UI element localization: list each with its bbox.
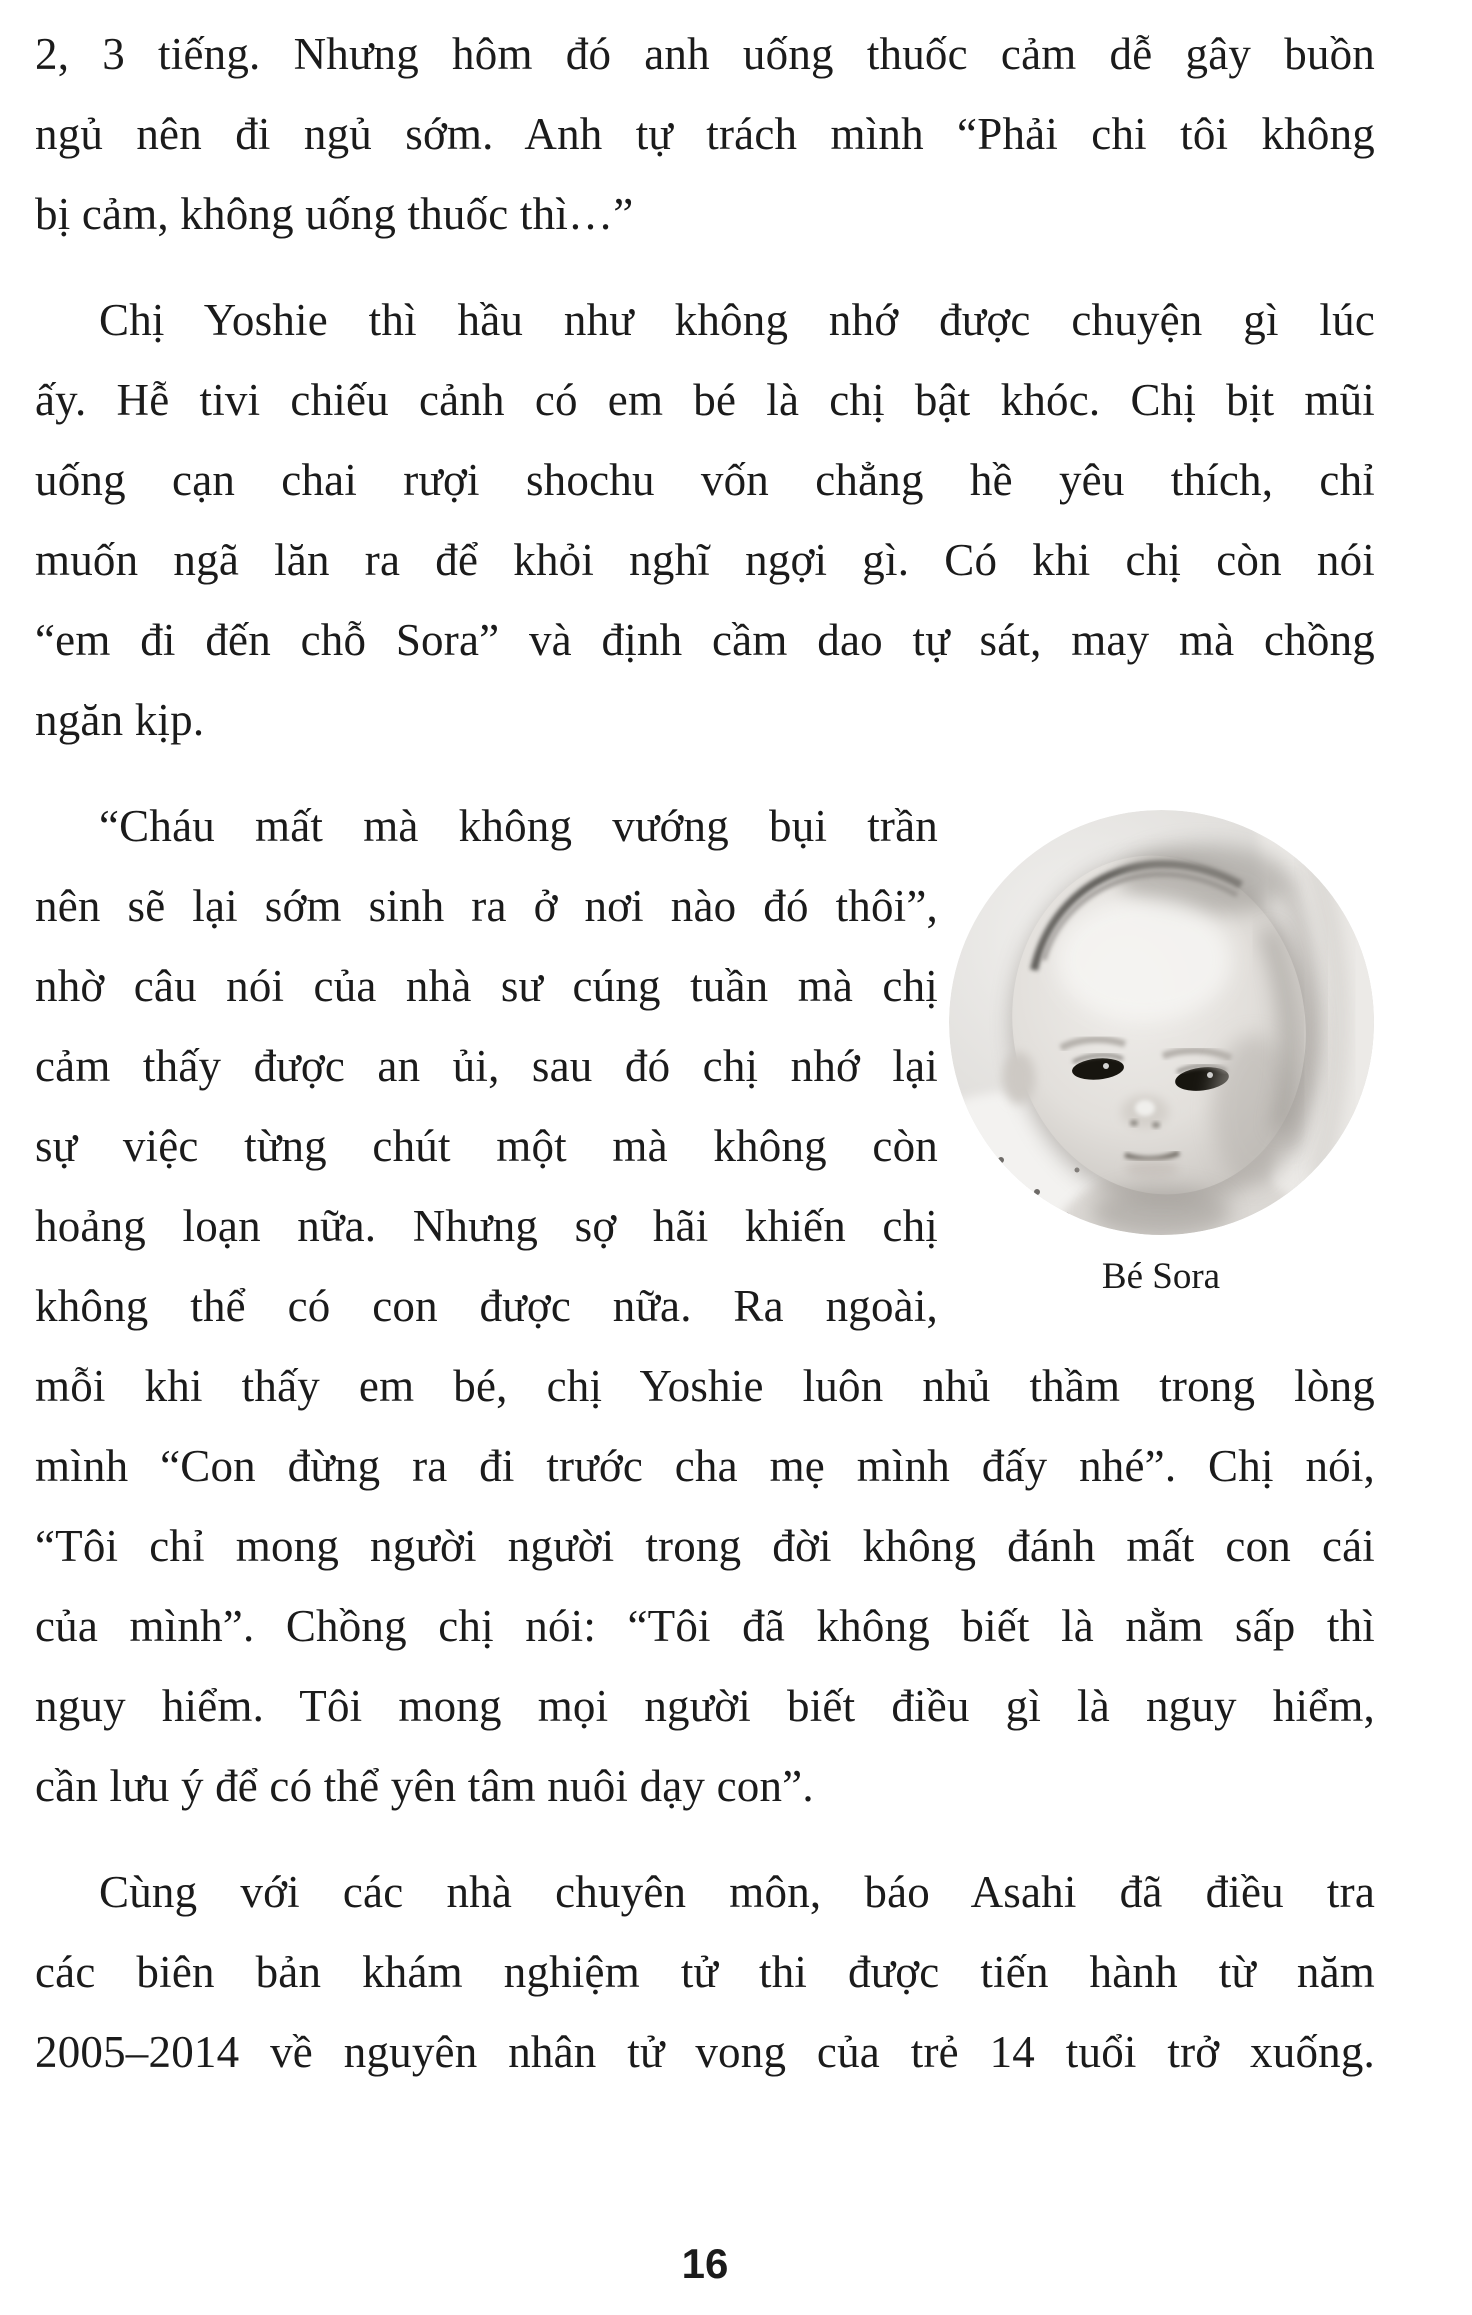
text-line: ấy. Hễ tivi chiếu cảnh có em bé là chị bật khóc. Chị bịt mũi	[35, 375, 1375, 425]
text-line: Cùng với các nhà chuyên môn, báo Asahi đã điều tra	[99, 1867, 1375, 1917]
text-line: ngăn kịp.	[35, 695, 205, 745]
text-line: “Tôi chỉ mong người người trong đời không đánh mất con cái	[35, 1521, 1375, 1571]
text-line: mình “Con đừng ra đi trước cha mẹ mình đấy nhé”. Chị nói,	[35, 1441, 1375, 1491]
text-line: hoảng loạn nữa. Nhưng sợ hãi khiến chị	[35, 1201, 938, 1251]
text-line: cần lưu ý để có thể yên tâm nuôi dạy con”.	[35, 1761, 814, 1811]
text-line: nguy hiểm. Tôi mong mọi người biết điều gì là nguy hiểm,	[35, 1681, 1375, 1731]
text-line: sự việc từng chút một mà không còn	[35, 1121, 938, 1171]
text-line: nên sẽ lại sớm sinh ra ở nơi nào đó thôi”,	[35, 881, 938, 931]
text-line: không thể có con được nữa. Ra ngoài,	[35, 1281, 938, 1331]
page-number: 16	[681, 2240, 729, 2287]
text-line: bị cảm, không uống thuốc thì…”	[35, 189, 634, 239]
photo-figure	[947, 810, 1375, 1298]
paragraph	[35, 1852, 1375, 2092]
text-line: “em đi đến chỗ Sora” và định cầm dao tự sát, may mà chồng	[35, 615, 1375, 665]
text-line: muốn ngã lăn ra để khỏi nghĩ ngợi gì. Có khi chị còn nói	[35, 535, 1375, 585]
text-line: ngủ nên đi ngủ sớm. Anh tự trách mình “Phải chi tôi không	[35, 109, 1375, 159]
baby-sora-photo	[949, 810, 1374, 1235]
text-column	[35, 14, 1375, 2118]
paragraph	[35, 280, 1375, 760]
paragraph-with-photo	[35, 786, 1375, 1826]
paragraph	[35, 14, 1375, 254]
text-line: mỗi khi thấy em bé, chị Yoshie luôn nhủ thầm trong lòng	[35, 1361, 1375, 1411]
text-line: 2005–2014 về nguyên nhân tử vong của trẻ 14 tuổi trở xuống.	[35, 2027, 1375, 2077]
text-line: cảm thấy được an ủi, sau đó chị nhớ lại	[35, 1041, 938, 1091]
text-line: “Cháu mất mà không vướng bụi trần	[99, 801, 938, 851]
text-line: 2, 3 tiếng. Nhưng hôm đó anh uống thuốc cảm dễ gây buồn	[35, 29, 1375, 79]
text-line: các biên bản khám nghiệm tử thi được tiến hành từ năm	[35, 1947, 1375, 1997]
text-line: uống cạn chai rượi shochu vốn chẳng hề yêu thích, chỉ	[35, 455, 1375, 505]
photo-caption: Bé Sora	[1101, 1256, 1221, 1297]
text-line: Chị Yoshie thì hầu như không nhớ được chuyện gì lúc	[99, 295, 1375, 345]
text-line: của mình”. Chồng chị nói: “Tôi đã không biết là nằm sấp thì	[35, 1601, 1375, 1651]
text-line: nhờ câu nói của nhà sư cúng tuần mà chị	[35, 961, 938, 1011]
